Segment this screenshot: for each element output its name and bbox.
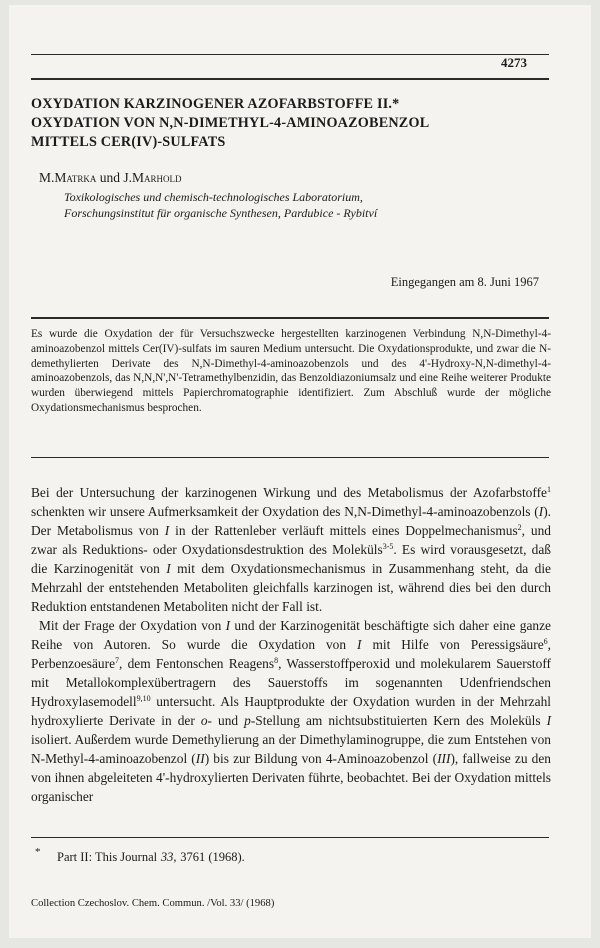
received-date: Eingegangen am 8. Juni 1967 [390,275,539,289]
title-line: OXYDATION VON N,N-DIMETHYL-4-AMINOAZOBENZOL [31,115,430,131]
authors [39,170,182,186]
volume-number: 33, [160,850,177,864]
footnote-mark: * [35,846,41,858]
affiliation [64,189,564,221]
reference-mark: 8 [274,656,279,665]
compound-label: I [357,637,362,652]
compound-label: I [538,504,544,519]
body-text [31,483,551,806]
compound-label: II [195,751,205,766]
compound-label: I [546,713,552,728]
compound-label: I [225,618,231,633]
author-name: J.Marhold [123,170,182,185]
position-label: p- [244,713,256,728]
journal-citation: Collection Czechoslov. Chem. Commun. /Vol. 33/ (1968) [31,898,275,909]
position-label: o- [200,713,212,728]
title-line: MITTELS CER(IV)-SULFATS [31,134,226,150]
page-number: 4273 [501,55,527,70]
reference-mark: 6 [543,637,548,646]
compound-label: I [166,561,171,576]
reference-mark: 3-5 [382,542,394,551]
reference-mark: 1 [547,485,551,494]
journal-page [9,5,591,938]
title-line: OXYDATION KARZINOGENER AZOFARBSTOFFE II.* [31,96,400,112]
abstract-bottom-rule [31,457,549,458]
abstract: Es wurde die Oxydation der für Versuchszwecke hergestellten karzinogenen Verbindung N,N-Dimethyl-4-aminoazobenzol mittels Cer(IV)-sulfats im sauren Medium untersucht. Die Oxydationsprodukte, und zwar die N-demethylierten Derivate des N,N-Dimethyl-4-aminoazobenzols und des 4'-Hydroxy-N,N-dimethyl-4-aminoazobenzols, das N,N,N',N'-Tetramethylbenzidin, das Benzoldiazoniumsalz und eine Reihe weiterer Produkte wurden überwiegend mittels Papierchromatographie identifiziert. Zum Abschluß wurde der mögliche Oxydationsmechanismus besprochen. [31,328,551,414]
article-title [31,95,551,152]
reference-mark: 2 [517,523,522,532]
compound-label: III [437,751,451,766]
affiliation-line: Toxikologisches und chemisch-technologisches Laboratorium, [64,190,363,204]
top-rule [31,54,549,55]
compound-label: I [164,523,170,538]
author-name: M.Matrka [39,170,97,185]
abstract-top-rule [31,317,549,319]
body-paragraph: Bei der Untersuchung der karzinogenen Wirkung und des Metabolismus der Azofarbstoffe$^1$ schenkten wir unsere Aufmerksamkeit der Oxydation des N,N-Dimethyl-4-aminoazobenzols (I). Der Metabolismus von I in der Rattenleber verläuft mittels eines Doppelmechanismus$^2$, und zwar als Reduktions- oder Oxydationsdestruktion des Moleküls$^{3-5}$. Es wird vorausgesetzt, daß die Karzinogenität von I mit dem Oxydationsmechanismus in Zusammenhang steht, da die Mehrzahl der entstehenden Metaboliten gleichfalls karzinogen ist, während dies bei den durch Reduktion entstandenen Metaboliten nicht der Fall ist. [31,485,552,614]
reference-mark: 7 [115,656,120,665]
header-rule [31,78,549,80]
affiliation-line: Forschungsinstitut für organische Synthesen, Pardubice - Rybitví [64,206,378,220]
body-paragraph: Mit der Frage der Oxydation von I und der Karzinogenität beschäftigte sich daher eine ganze Reihe von Autoren. So wurde die Oxydation von I mit Hilfe von Peressigsäure$^6$, Perbenzoesäure$^7$, dem Fentonschen Reagens$^8$, Wasserstoffperoxid und molekularem Sauerstoff mit Metallokomplexübertragern des Sauerstoffs im sogenannten Udenfriendschen Hydroxylasemodell$^{9,10}$ untersucht. Als Hauptprodukte der Oxydation wurden in der Mehrzahl hydroxylierte Derivate in der o- und p-Stellung am nichtsubstituierten Kern des Moleküls I isoliert. Außerdem wurde Demethylierung an der Dimethylaminogruppe, die zum Entstehen von N-Methyl-4-aminoazobenzol (II) bis zur Bildung von 4-Aminoazobenzol (III), fallweise zu den von ihnen abgeleiteten 4'-hydroxylierten Derivaten führte, beobachtet. Bei der Oxydation mittels organischer [31,618,552,804]
footnote-text: Part II: This Journal 33, 3761 (1968). [57,850,245,864]
reference-mark: 9,10 [136,694,151,703]
author-connector: und [99,170,121,185]
footnote-rule [31,837,549,838]
